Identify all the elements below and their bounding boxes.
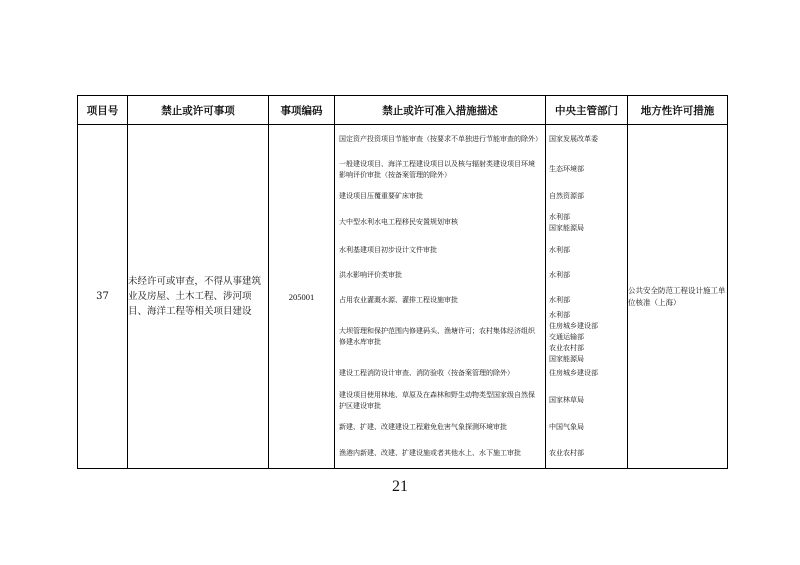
measure-description: 一般建设项目、海洋工程建设项目以及核与辐射类建设项目环境影响评价审批（按备案管理的除外） bbox=[339, 159, 535, 179]
department-name: 交通运输部 bbox=[549, 332, 584, 341]
department-name: 自然资源部 bbox=[549, 191, 584, 200]
item-description-cell: 未经许可或审查，不得从事建筑业及房屋、土木工程、涉河项目、海洋工程等相关项目建设 bbox=[128, 125, 269, 469]
table-header-row bbox=[78, 96, 728, 125]
measure-description: 占用农业灌溉水源、灌排工程设施审批 bbox=[339, 296, 458, 304]
local-measure-cell: 公共安全防范工程设计施工单位核准（上海） bbox=[628, 125, 728, 469]
item-code-cell: 205001 bbox=[269, 125, 335, 469]
department-name: 国家能源局 bbox=[549, 223, 584, 232]
department-group bbox=[546, 185, 627, 207]
measure-description: 大中型水利水电工程移民安置规划审核 bbox=[339, 218, 458, 226]
header-local-measure: 地方性许可措施 bbox=[628, 96, 728, 125]
measure-description: 洪水影响评价类审批 bbox=[339, 271, 402, 279]
measure-description: 建设项目使用林地、草原及在森林和野生动物类型国家级自然保护区建设审批 bbox=[339, 390, 535, 410]
item-number-cell: 37 bbox=[78, 125, 128, 469]
measure-description: 大坝管理和保护范围内修建码头、渔塘许可；农村集体经济组织修建水库审批 bbox=[339, 327, 535, 346]
department-group bbox=[546, 439, 627, 468]
measure-description-cell bbox=[335, 125, 546, 469]
department-name: 水利部 bbox=[549, 246, 570, 254]
header-central-department: 中央主管部门 bbox=[546, 96, 628, 125]
header-code: 事项编码 bbox=[269, 96, 335, 125]
measure-description: 水利基建项目初步设计文件审批 bbox=[339, 246, 437, 254]
measure-description: 新建、扩建、改建建设工程避免危害气象探测环境审批 bbox=[339, 422, 507, 431]
department-group bbox=[546, 154, 627, 185]
department-group bbox=[546, 238, 627, 263]
department-group bbox=[546, 207, 627, 238]
department-name: 中国气象局 bbox=[549, 422, 584, 431]
measure-description: 建设项目压覆重要矿床审批 bbox=[339, 191, 423, 200]
department-name: 水利部 bbox=[549, 271, 570, 279]
department-group bbox=[546, 415, 627, 439]
measure-description: 渔港内新建、改建、扩建设施或者其他水上、水下施工审批 bbox=[339, 449, 521, 457]
measure-description: 建设工程消防设计审查、消防验收（按备案管理的除外） bbox=[339, 369, 514, 377]
department-group bbox=[546, 310, 627, 363]
department-name: 住房城乡建设部 bbox=[549, 369, 598, 377]
department-group bbox=[546, 125, 627, 154]
department-group bbox=[546, 263, 627, 288]
header-item-no: 项目号 bbox=[78, 96, 128, 125]
department-name: 水利部 bbox=[549, 296, 570, 304]
header-measure-description: 禁止或许可准入措施描述 bbox=[335, 96, 546, 125]
department-name: 水利部 bbox=[549, 310, 570, 319]
header-item: 禁止或许可事项 bbox=[128, 96, 269, 125]
department-name: 农业农村部 bbox=[549, 343, 584, 352]
department-group bbox=[546, 386, 627, 415]
table-row bbox=[78, 125, 728, 469]
department-group bbox=[546, 361, 627, 386]
page-number: 21 bbox=[392, 478, 408, 495]
department-name: 农业农村部 bbox=[549, 449, 584, 457]
department-name: 国家发展改革委 bbox=[549, 135, 598, 143]
permit-table bbox=[77, 95, 728, 469]
measure-description: 国定资产投资项目节能审查（按要求不单独进行节能审查的除外） bbox=[339, 135, 542, 143]
department-name: 国家能源局 bbox=[549, 354, 584, 363]
department-name: 国家林草局 bbox=[549, 396, 584, 404]
department-name: 生态环境部 bbox=[549, 165, 584, 173]
department-name: 水利部 bbox=[549, 212, 570, 221]
central-department-cell bbox=[546, 125, 628, 469]
department-name: 住房城乡建设部 bbox=[549, 321, 598, 330]
